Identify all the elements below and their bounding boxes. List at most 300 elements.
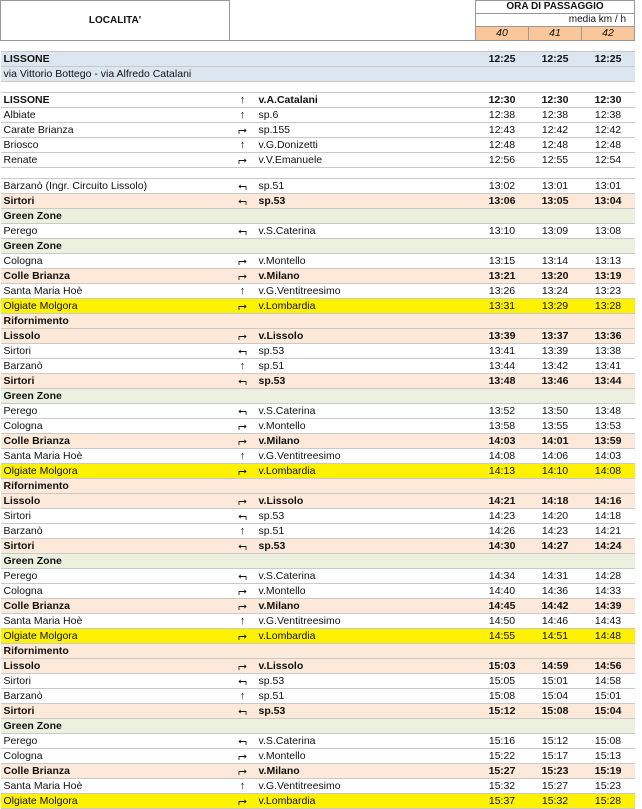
road-cell: v.Lombardia [256, 299, 476, 314]
road-cell: v.Lombardia [256, 464, 476, 479]
ora-di-passaggio-header: ORA DI PASSAGGIO [476, 1, 635, 14]
time-42-cell: 12:54 [582, 153, 635, 168]
turn-left-icon: ⮢ [230, 344, 256, 359]
time-42-cell: 14:56 [582, 659, 635, 674]
road-cell: v.G.Donizetti [256, 138, 476, 153]
table-row [1, 239, 635, 254]
location-cell: Santa Maria Hoè [1, 614, 230, 629]
table-row [1, 434, 635, 449]
time-42-cell: 13:38 [582, 344, 635, 359]
time-40-cell: 13:31 [476, 299, 529, 314]
turn-left-icon: ⮢ [230, 194, 256, 209]
road-cell: sp.53 [256, 674, 476, 689]
location-cell: LISSONE [1, 93, 230, 108]
time-42-cell: 13:41 [582, 359, 635, 374]
table-row [1, 584, 635, 599]
location-cell: Briosco [1, 138, 230, 153]
timetable-body [1, 41, 635, 809]
location-cell: Green Zone [1, 389, 230, 404]
time-40-cell: 15:32 [476, 779, 529, 794]
road-cell: sp.53 [256, 704, 476, 719]
location-cell: Colle Brianza [1, 764, 230, 779]
location-cell: Perego [1, 734, 230, 749]
time-40-cell: 15:12 [476, 704, 529, 719]
spacer-cell [529, 168, 582, 179]
turn-right-icon: ⮣ [230, 123, 256, 138]
table-row [1, 734, 635, 749]
time-40-cell: 13:26 [476, 284, 529, 299]
turn-right-icon: ⮣ [230, 749, 256, 764]
spacer-cell [230, 168, 256, 179]
time-40-cell: 14:08 [476, 449, 529, 464]
time-41-cell: 14:46 [529, 614, 582, 629]
direction-cell [230, 644, 256, 659]
time-41-cell: 13:20 [529, 269, 582, 284]
spacer-cell [476, 82, 529, 93]
time-42-cell: 15:01 [582, 689, 635, 704]
turn-right-icon: ⮣ [230, 494, 256, 509]
table-row [1, 689, 635, 704]
time-40-cell [476, 67, 529, 82]
time-42-cell: 13:23 [582, 284, 635, 299]
time-40-cell [476, 389, 529, 404]
time-41-cell [529, 209, 582, 224]
time-41-cell: 13:01 [529, 179, 582, 194]
table-row [1, 284, 635, 299]
time-42-cell: 14:24 [582, 539, 635, 554]
time-42-cell: 12:30 [582, 93, 635, 108]
time-40-cell: 14:55 [476, 629, 529, 644]
road-cell [256, 479, 476, 494]
arrow-up-icon: ↑ [230, 779, 256, 794]
table-row [1, 389, 635, 404]
road-cell [256, 554, 476, 569]
time-40-cell: 14:03 [476, 434, 529, 449]
time-40-cell: 13:21 [476, 269, 529, 284]
time-41-cell [529, 314, 582, 329]
time-40-cell: 13:15 [476, 254, 529, 269]
road-cell: v.G.Ventitreesimo [256, 449, 476, 464]
time-42-cell: 13:08 [582, 224, 635, 239]
road-cell: v.Milano [256, 269, 476, 284]
turn-left-icon: ⮢ [230, 509, 256, 524]
time-41-cell [529, 67, 582, 82]
turn-right-icon: ⮣ [230, 764, 256, 779]
turn-right-icon: ⮣ [230, 329, 256, 344]
time-41-cell: 14:36 [529, 584, 582, 599]
table-row [1, 329, 635, 344]
time-42-cell: 14:58 [582, 674, 635, 689]
time-41-cell: 13:42 [529, 359, 582, 374]
time-42-cell [582, 479, 635, 494]
location-cell: Green Zone [1, 554, 230, 569]
road-cell: v.A.Catalani [256, 93, 476, 108]
direction-cell [230, 389, 256, 404]
road-cell: sp.53 [256, 374, 476, 389]
spacer-cell [1, 82, 230, 93]
spacer-row [1, 168, 635, 179]
spacer-cell [582, 168, 635, 179]
time-40-cell: 14:26 [476, 524, 529, 539]
time-42-cell: 13:04 [582, 194, 635, 209]
location-cell: Cologna [1, 749, 230, 764]
time-42-cell: 14:28 [582, 569, 635, 584]
time-41-cell: 14:20 [529, 509, 582, 524]
table-row [1, 509, 635, 524]
time-42-cell: 14:08 [582, 464, 635, 479]
table-row [1, 674, 635, 689]
time-42-cell: 14:48 [582, 629, 635, 644]
time-40-cell: 12:43 [476, 123, 529, 138]
arrow-up-icon: ↑ [230, 524, 256, 539]
time-42-cell: 13:13 [582, 254, 635, 269]
location-cell: Santa Maria Hoè [1, 779, 230, 794]
location-cell: Rifornimento [1, 314, 230, 329]
turn-right-icon: ⮣ [230, 629, 256, 644]
road-cell [256, 52, 476, 67]
table-row [1, 404, 635, 419]
time-42-cell: 14:21 [582, 524, 635, 539]
table-row [1, 764, 635, 779]
location-cell: Perego [1, 224, 230, 239]
time-42-cell: 14:03 [582, 449, 635, 464]
direction-cell [230, 314, 256, 329]
road-cell: v.Milano [256, 764, 476, 779]
turn-right-icon: ⮣ [230, 419, 256, 434]
time-40-cell: 15:08 [476, 689, 529, 704]
location-cell: Santa Maria Hoè [1, 449, 230, 464]
road-cell: sp.6 [256, 108, 476, 123]
road-cell [256, 67, 476, 82]
table-row [1, 494, 635, 509]
table-row [1, 108, 635, 123]
time-41-cell: 14:27 [529, 539, 582, 554]
road-cell: v.S.Caterina [256, 404, 476, 419]
time-40-cell: 13:06 [476, 194, 529, 209]
time-40-cell: 13:41 [476, 344, 529, 359]
time-41-cell: 14:06 [529, 449, 582, 464]
time-42-cell: 14:39 [582, 599, 635, 614]
table-row [1, 569, 635, 584]
location-cell: Olgiate Molgora [1, 629, 230, 644]
turn-right-icon: ⮣ [230, 584, 256, 599]
road-cell: v.Lombardia [256, 629, 476, 644]
time-42-cell: 15:13 [582, 749, 635, 764]
speed-41-header: 41 [529, 27, 582, 41]
table-row [1, 779, 635, 794]
turn-right-icon: ⮣ [230, 254, 256, 269]
location-cell: Rifornimento [1, 479, 230, 494]
speed-42-header: 42 [582, 27, 635, 41]
spacer-cell [582, 41, 635, 52]
table-row [1, 52, 635, 67]
time-41-cell: 14:59 [529, 659, 582, 674]
turn-right-icon: ⮣ [230, 299, 256, 314]
road-cell: v.Lissolo [256, 494, 476, 509]
time-42-cell: 13:53 [582, 419, 635, 434]
table-row [1, 524, 635, 539]
table-row [1, 224, 635, 239]
time-42-cell: 12:48 [582, 138, 635, 153]
location-cell: LISSONE [1, 52, 230, 67]
turn-left-icon: ⮢ [230, 539, 256, 554]
location-cell: Green Zone [1, 719, 230, 734]
table-row [1, 749, 635, 764]
turn-left-icon: ⮢ [230, 704, 256, 719]
time-41-cell: 14:10 [529, 464, 582, 479]
time-41-cell: 14:23 [529, 524, 582, 539]
time-41-cell: 13:50 [529, 404, 582, 419]
turn-right-icon: ⮣ [230, 269, 256, 284]
turn-left-icon: ⮢ [230, 734, 256, 749]
turn-right-icon: ⮣ [230, 599, 256, 614]
table-row [1, 539, 635, 554]
road-cell: sp.51 [256, 359, 476, 374]
time-42-cell: 13:59 [582, 434, 635, 449]
time-40-cell [476, 479, 529, 494]
road-cell: sp.53 [256, 344, 476, 359]
time-40-cell: 13:39 [476, 329, 529, 344]
time-42-cell: 14:33 [582, 584, 635, 599]
turn-left-icon: ⮢ [230, 674, 256, 689]
time-40-cell: 15:22 [476, 749, 529, 764]
time-42-cell [582, 209, 635, 224]
table-row [1, 629, 635, 644]
direction-cell [230, 554, 256, 569]
location-cell: Barzanò (Ingr. Circuito Lissolo) [1, 179, 230, 194]
road-cell: sp.53 [256, 509, 476, 524]
time-41-cell: 14:42 [529, 599, 582, 614]
time-40-cell [476, 719, 529, 734]
time-41-cell: 15:04 [529, 689, 582, 704]
location-cell: Albiate [1, 108, 230, 123]
time-41-cell: 14:51 [529, 629, 582, 644]
arrow-up-icon: ↑ [230, 93, 256, 108]
time-42-cell: 12:25 [582, 52, 635, 67]
table-row [1, 719, 635, 734]
table-row [1, 614, 635, 629]
time-40-cell [476, 314, 529, 329]
table-row [1, 374, 635, 389]
time-41-cell [529, 239, 582, 254]
time-40-cell: 15:03 [476, 659, 529, 674]
spacer-cell [476, 168, 529, 179]
time-42-cell: 13:28 [582, 299, 635, 314]
road-cell [256, 389, 476, 404]
table-row [1, 179, 635, 194]
location-cell: Cologna [1, 254, 230, 269]
time-41-cell: 15:01 [529, 674, 582, 689]
table-row [1, 123, 635, 138]
arrow-up-icon: ↑ [230, 284, 256, 299]
time-40-cell [476, 239, 529, 254]
time-41-cell: 15:08 [529, 704, 582, 719]
blank-header [230, 1, 476, 41]
time-41-cell: 13:46 [529, 374, 582, 389]
table-row [1, 194, 635, 209]
table-row [1, 599, 635, 614]
time-42-cell: 13:48 [582, 404, 635, 419]
arrow-up-icon: ↑ [230, 449, 256, 464]
table-row [1, 704, 635, 719]
location-cell: Sirtori [1, 674, 230, 689]
road-cell: v.Lissolo [256, 659, 476, 674]
table-row [1, 299, 635, 314]
time-42-cell: 13:01 [582, 179, 635, 194]
location-cell: via Vittorio Bottego - via Alfredo Catalani [1, 67, 230, 82]
time-41-cell: 13:05 [529, 194, 582, 209]
time-41-cell [529, 644, 582, 659]
table-row [1, 464, 635, 479]
location-cell: Sirtori [1, 539, 230, 554]
road-cell: v.G.Ventitreesimo [256, 284, 476, 299]
location-cell: Sirtori [1, 704, 230, 719]
road-cell [256, 209, 476, 224]
road-cell: sp.53 [256, 539, 476, 554]
media-kmh-header: media km / h [476, 14, 635, 27]
speed-40-header: 40 [476, 27, 529, 41]
location-cell: Cologna [1, 584, 230, 599]
table-row [1, 554, 635, 569]
road-cell: sp.51 [256, 179, 476, 194]
time-41-cell: 13:14 [529, 254, 582, 269]
spacer-cell [476, 41, 529, 52]
spacer-cell [256, 41, 476, 52]
table-row [1, 419, 635, 434]
location-cell: Sirtori [1, 374, 230, 389]
time-40-cell: 12:25 [476, 52, 529, 67]
time-40-cell: 13:02 [476, 179, 529, 194]
time-40-cell: 13:10 [476, 224, 529, 239]
turn-right-icon: ⮣ [230, 434, 256, 449]
road-cell: v.S.Caterina [256, 734, 476, 749]
time-42-cell: 13:44 [582, 374, 635, 389]
time-42-cell [582, 67, 635, 82]
turn-right-icon: ⮣ [230, 659, 256, 674]
time-40-cell: 13:52 [476, 404, 529, 419]
time-41-cell: 12:42 [529, 123, 582, 138]
location-cell: Perego [1, 569, 230, 584]
spacer-cell [230, 82, 256, 93]
location-cell: Green Zone [1, 209, 230, 224]
location-cell: Santa Maria Hoè [1, 284, 230, 299]
location-cell: Rifornimento [1, 644, 230, 659]
direction-cell [230, 209, 256, 224]
time-41-cell [529, 719, 582, 734]
time-41-cell: 12:38 [529, 108, 582, 123]
time-40-cell: 13:58 [476, 419, 529, 434]
table-row [1, 138, 635, 153]
time-42-cell [582, 239, 635, 254]
table-row [1, 254, 635, 269]
location-cell: Perego [1, 404, 230, 419]
time-41-cell: 14:01 [529, 434, 582, 449]
time-40-cell: 15:16 [476, 734, 529, 749]
turn-left-icon: ⮢ [230, 569, 256, 584]
road-cell: v.S.Caterina [256, 569, 476, 584]
location-cell: Lissolo [1, 494, 230, 509]
time-41-cell: 12:48 [529, 138, 582, 153]
direction-cell [230, 719, 256, 734]
time-41-cell: 13:29 [529, 299, 582, 314]
location-cell: Sirtori [1, 509, 230, 524]
location-cell: Sirtori [1, 344, 230, 359]
spacer-row [1, 82, 635, 93]
time-41-cell: 15:17 [529, 749, 582, 764]
road-cell: v.G.Ventitreesimo [256, 779, 476, 794]
time-40-cell: 14:21 [476, 494, 529, 509]
road-cell: sp.51 [256, 524, 476, 539]
time-42-cell: 15:19 [582, 764, 635, 779]
time-42-cell: 15:04 [582, 704, 635, 719]
road-cell: sp.155 [256, 123, 476, 138]
time-40-cell [476, 209, 529, 224]
time-41-cell: 12:30 [529, 93, 582, 108]
time-41-cell [529, 554, 582, 569]
turn-left-icon: ⮢ [230, 374, 256, 389]
time-42-cell [582, 389, 635, 404]
time-42-cell [582, 719, 635, 734]
time-40-cell: 14:50 [476, 614, 529, 629]
time-41-cell [529, 479, 582, 494]
location-cell: Lissolo [1, 329, 230, 344]
time-41-cell: 13:39 [529, 344, 582, 359]
turn-right-icon: ⮣ [230, 153, 256, 168]
time-40-cell: 12:30 [476, 93, 529, 108]
arrow-up-icon: ↑ [230, 689, 256, 704]
table-row [1, 644, 635, 659]
arrow-up-icon: ↑ [230, 359, 256, 374]
location-cell: Lissolo [1, 659, 230, 674]
road-cell [256, 314, 476, 329]
time-40-cell: 14:30 [476, 539, 529, 554]
location-cell: Olgiate Molgora [1, 299, 230, 314]
time-42-cell: 15:08 [582, 734, 635, 749]
location-cell: Olgiate Molgora [1, 464, 230, 479]
time-42-cell [582, 314, 635, 329]
time-41-cell: 15:32 [529, 794, 582, 809]
location-cell: Barzanò [1, 524, 230, 539]
location-cell: Renate [1, 153, 230, 168]
road-cell [256, 719, 476, 734]
table-row [1, 269, 635, 284]
time-41-cell: 13:09 [529, 224, 582, 239]
road-cell: v.Milano [256, 434, 476, 449]
time-41-cell: 14:31 [529, 569, 582, 584]
arrow-up-icon: ↑ [230, 138, 256, 153]
table-row [1, 209, 635, 224]
time-41-cell: 15:12 [529, 734, 582, 749]
table-row [1, 659, 635, 674]
table-row [1, 449, 635, 464]
location-cell: Barzanò [1, 359, 230, 374]
time-40-cell: 14:34 [476, 569, 529, 584]
time-40-cell: 12:38 [476, 108, 529, 123]
location-cell: Colle Brianza [1, 599, 230, 614]
location-cell: Carate Brianza [1, 123, 230, 138]
spacer-cell [256, 168, 476, 179]
turn-left-icon: ⮢ [230, 404, 256, 419]
time-41-cell: 12:25 [529, 52, 582, 67]
spacer-cell [529, 82, 582, 93]
table-row [1, 93, 635, 108]
road-cell: v.Milano [256, 599, 476, 614]
direction-cell [230, 67, 256, 82]
time-40-cell: 14:13 [476, 464, 529, 479]
time-42-cell: 14:43 [582, 614, 635, 629]
table-row [1, 344, 635, 359]
time-42-cell: 14:18 [582, 509, 635, 524]
